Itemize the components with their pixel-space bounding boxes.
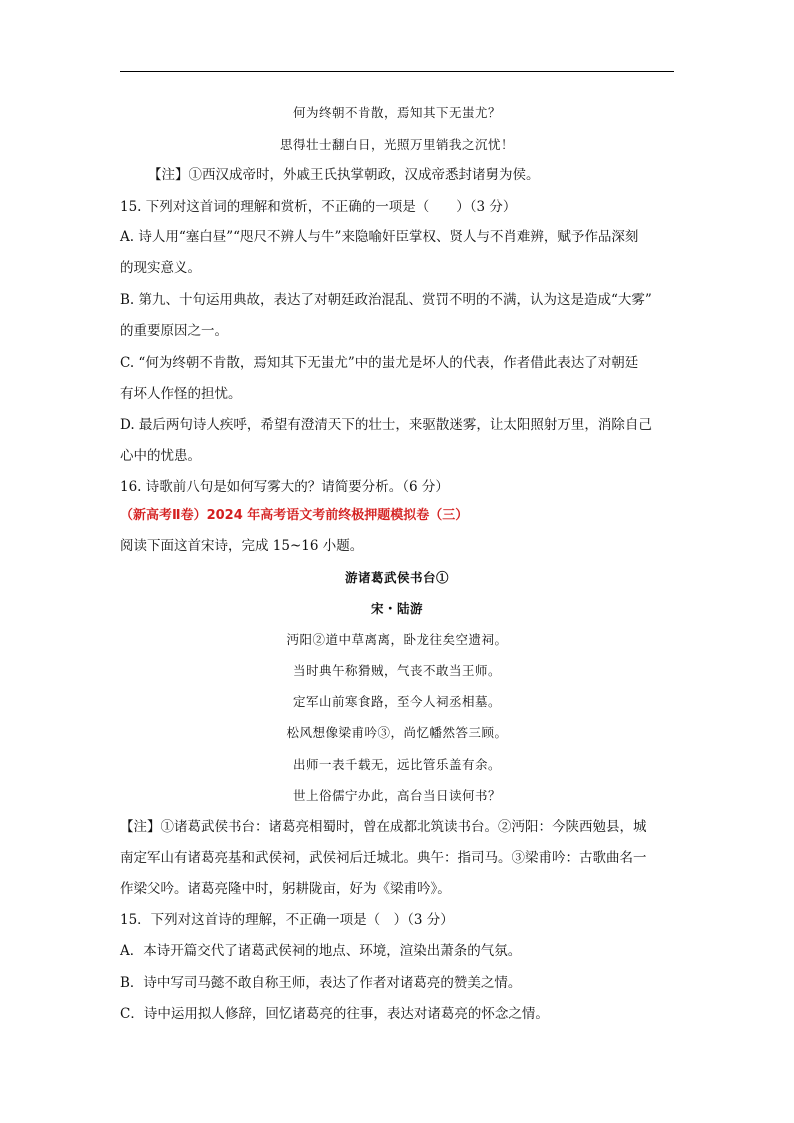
poem-note-cont: 南定军山有诸葛亮基和武侯祠，武侯祠后迁城北。典午：指司马。③梁甫吟：古歌曲名一 <box>120 850 647 866</box>
poem-title: 游诸葛武侯书台① <box>344 570 449 585</box>
option-c: C. “何为终朝不肯散，焉知其下无蚩尤”中的蚩尤是坏人的代表，作者借此表达了对朝廷 <box>120 355 639 371</box>
option-a: A. 诗人用“塞白昼”“咫尺不辨人与牛”来隐喻奸臣掌权、贤人与不肖难辨，赋予作品深刻 <box>120 229 639 245</box>
header-rule <box>120 71 674 72</box>
instruction: 阅读下面这首宋诗，完成 15~16 小题。 <box>120 538 364 554</box>
option-a-cont: 的现实意义。 <box>120 260 201 276</box>
option-b: B．诗中写司马懿不敢自称王师，表达了作者对诸葛亮的赞美之情。 <box>120 975 522 991</box>
poem-line: 何为终朝不肯散，焉知其下无蚩尤？ <box>292 105 501 120</box>
question-stem: 15．下列对这首诗的理解，不正确一项是（ ）（3 分） <box>120 912 454 928</box>
poem-line: 出师一表千载无，远比管乐盖有余。 <box>292 757 501 772</box>
option-b: B. 第九、十句运用典故，表达了对朝廷政治混乱、赏罚不明的不满，认为这是造成“大雾” <box>120 292 652 308</box>
poem-line: 沔阳②道中草离离，卧龙往矣空遗祠。 <box>286 632 508 647</box>
question-stem: 15. 下列对这首词的理解和赏析，不正确的一项是（ ）（3 分） <box>120 199 517 215</box>
option-d: D. 最后两句诗人疾呼，希望有澄清天下的壮士，来驱散迷雾，让太阳照射万里，消除自己 <box>120 417 652 433</box>
question-16: 16. 诗歌前八句是如何写雾大的？请简要分析。（6 分） <box>120 479 449 495</box>
option-c-cont: 有坏人作怪的担忧。 <box>120 386 242 402</box>
poem-line: 当时典午称猾贼，气丧不敢当王师。 <box>292 663 501 678</box>
option-d-cont: 心中的忧患。 <box>120 448 201 464</box>
poem-line: 世上俗儒宁办此，高台当日读何书？ <box>292 788 501 803</box>
poem-line: 思得壮士翻白日，光照万里销我之沉忧！ <box>279 137 514 152</box>
option-c: C．诗中运用拟人修辞，回忆诸葛亮的往事，表达对诸葛亮的怀念之情。 <box>120 1006 549 1022</box>
section-title: （新高考Ⅱ卷）2024 年高考语文考前终极押题模拟卷（三） <box>120 508 469 523</box>
poem-line: 定军山前寒食路，至今人祠丞相墓。 <box>292 694 501 709</box>
poem-author: 宋・陆游 <box>370 601 423 616</box>
poem-note: 【注】①西汉成帝时，外戚王氏执掌朝政，汉成帝悉封诸舅为侯。 <box>148 167 540 183</box>
poem-line: 松风想像梁甫吟③，尚忆幡然答三顾。 <box>286 725 508 740</box>
option-b-cont: 的重要原因之一。 <box>120 323 228 339</box>
poem-note: 【注】①诸葛武侯书台：诸葛亮相蜀时，曾在成都北筑读书台。②沔阳：今陕西勉县，城 <box>120 819 647 835</box>
option-a: A．本诗开篇交代了诸葛武侯祠的地点、环境，渲染出萧条的气氛。 <box>120 943 522 959</box>
poem-note-cont: 作梁父吟。诸葛亮隆中时，躬耕陇亩，好为《梁甫吟》。 <box>120 881 451 897</box>
